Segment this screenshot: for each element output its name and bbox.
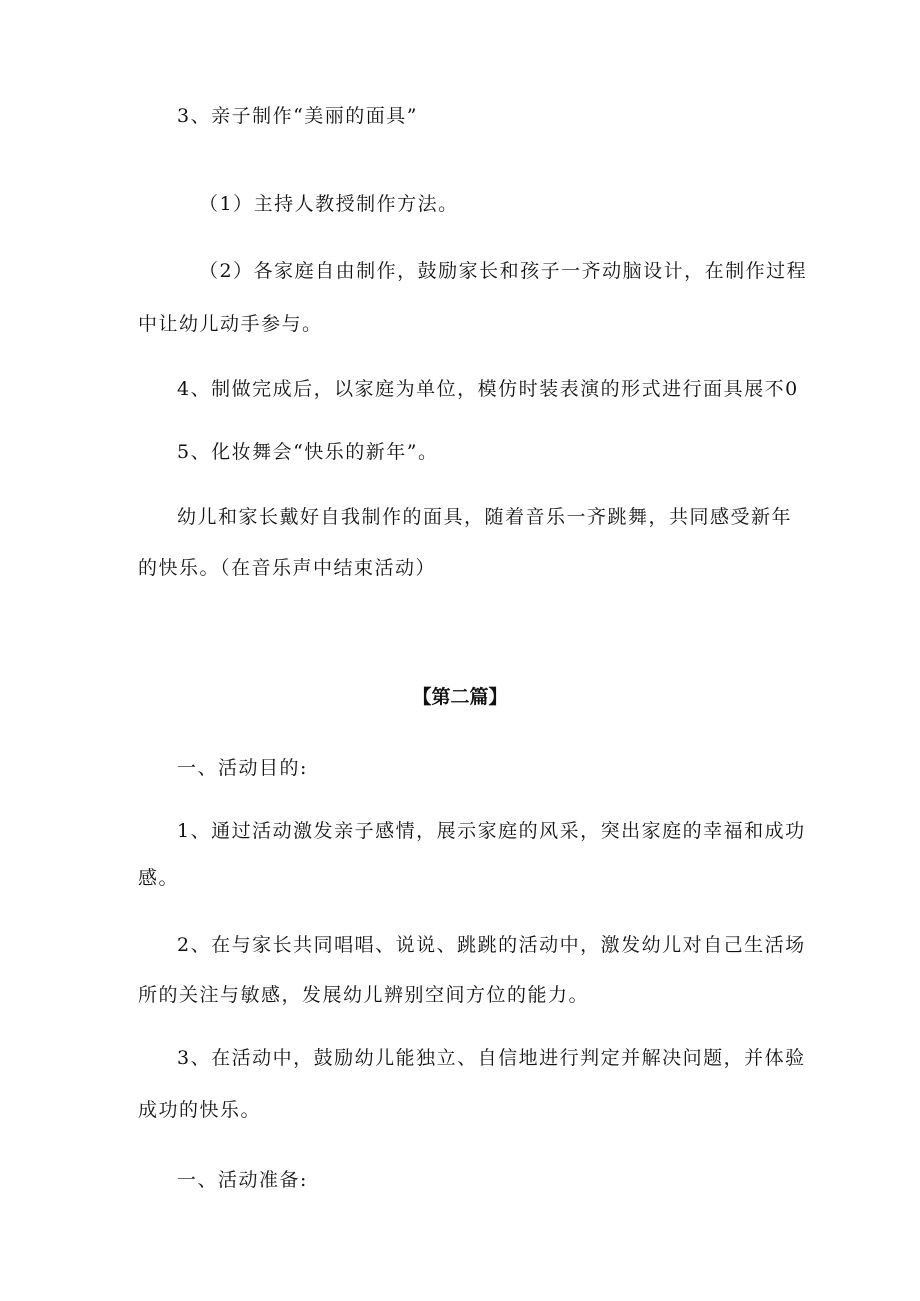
item-5-costume-ball: 5、化妆舞会“快乐的新年”。 xyxy=(177,441,439,463)
goal-3-line-1: 3、在活动中，鼓励幼儿能独立、自信地进行判定并解决问题，并体验 xyxy=(177,1047,806,1069)
preparation-title: 一、活动准备: xyxy=(177,1169,308,1191)
goal-1-line-1: 1、通过活动激发亲子感情，展示家庭的风采，突出家庭的幸福和成功 xyxy=(177,820,806,842)
item-3-mask-making: 3、亲子制作“美丽的面具” xyxy=(177,105,419,127)
closing-paragraph-line-1: 幼儿和家长戴好自我制作的面具，随着音乐一齐跳舞，共同感受新年 xyxy=(177,506,793,528)
goal-2-line-2: 所的关注与敏感，发展幼儿辨别空间方位的能力。 xyxy=(138,984,590,1006)
sub-item-2-line-2: 中让幼儿动手参与。 xyxy=(138,313,323,335)
goal-2-line-1: 2、在与家长共同唱唱、说说、跳跳的活动中，激发幼儿对自己生活场 xyxy=(177,934,806,956)
closing-paragraph-line-2: 的快乐。（在音乐声中结束活动） xyxy=(138,557,437,579)
goal-1-line-2: 感。 xyxy=(138,867,180,889)
goal-3-line-2: 成功的快乐。 xyxy=(138,1099,262,1121)
sub-item-1-host-teaching: （1）主持人教授制作方法。 xyxy=(199,193,459,215)
sub-item-2-line-1: （2）各家庭自由制作，鼓励家长和孩子一齐动脑设计，在制作过程 xyxy=(199,260,808,282)
section-heading: 【第二篇】 xyxy=(412,686,508,708)
goal-title: 一、活动目的: xyxy=(177,757,308,779)
item-4-mask-show: 4、制做完成后，以家庭为单位，模仿时装表演的形式进行面具展不0 xyxy=(177,378,799,400)
